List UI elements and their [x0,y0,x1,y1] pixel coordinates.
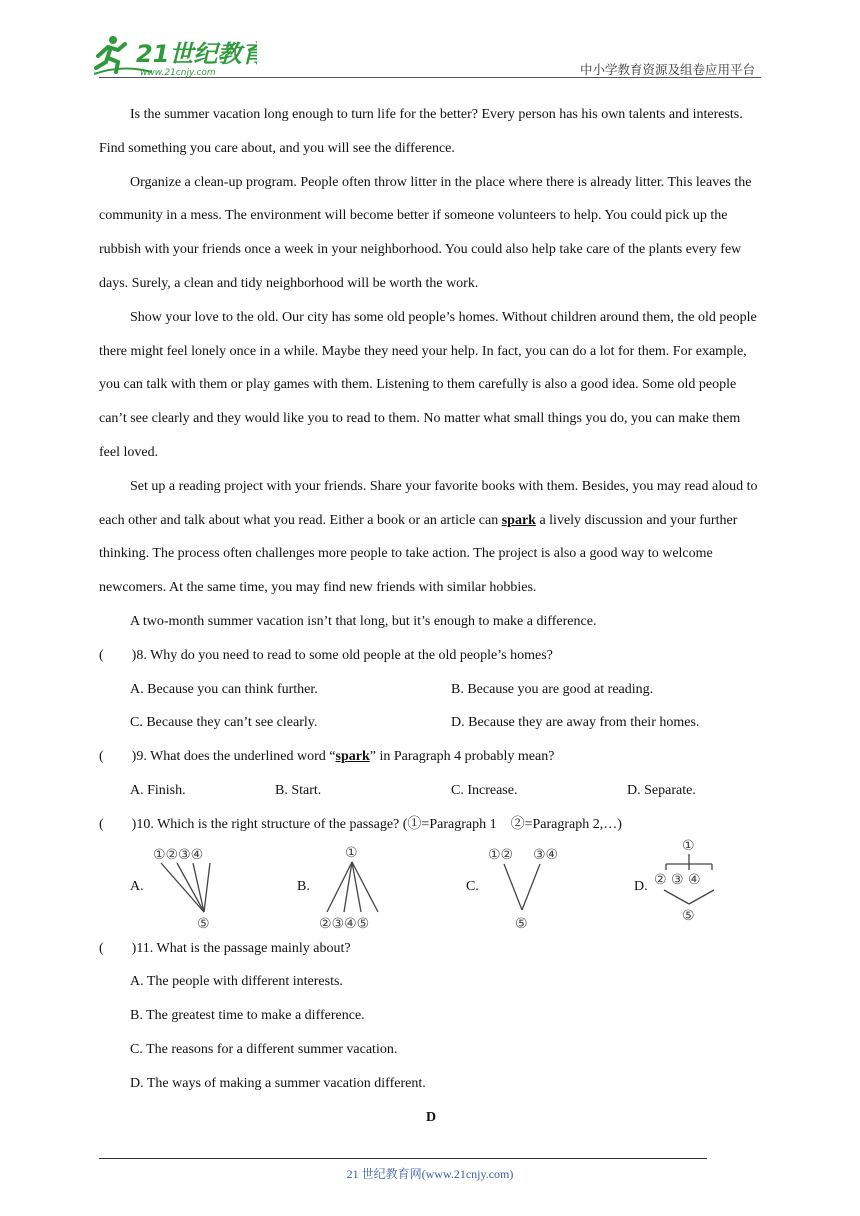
paragraph-4-text-end: a lively discussion and your further thinking. The process often challenges more people to take action. The project is also a good way to welcome newcomers. At the same time, you may find new friends with similar hobbies. [99,512,738,596]
paragraph-2: Organize a clean-up program. People often throw litter in the place where there is already litter. This leaves the community in a mess. The environment will become better if someone volunteers to help. You could pick up the rubbish with your friends once a week in your neighborhood. You could also help take care of the plants every few days. Surely, a clean and tidy neighborhood will be worth the work. [99,174,752,291]
diagram-b [297,842,417,932]
underlined-word: spark [501,512,536,528]
option-a: A. Because you can think further. [130,681,318,697]
structure-c-icon [488,842,588,932]
question-9-text: ( )9. What does the underlined word “ [99,749,336,765]
svg-text:①: ① [345,844,358,861]
question-10-stem: ( )10. Which is the right structure of the passage? (①=Paragraph 1 ②=Paragraph 2,…) [99,816,622,832]
svg-text:①②③④: ①②③④ [153,846,204,863]
option-b-label: B. [297,878,310,894]
svg-text:21世纪教育: 21世纪教育 [136,40,257,68]
option-d: D. Because they are away from their homes. [451,715,700,731]
svg-text:⑤: ⑤ [515,915,528,932]
question-8-options-2 [99,706,763,740]
question-11-stem: ( )11. What is the passage mainly about? [99,940,351,956]
question-9-stem [99,740,763,774]
svg-text:⑤: ⑤ [197,915,210,932]
svg-text:③④: ③④ [533,846,559,863]
footer-divider [99,1158,707,1159]
option-a: A. Finish. [130,782,186,798]
diagram-c [466,842,586,932]
svg-text:② ③ ④: ② ③ ④ [654,871,701,888]
paragraph-4-text: Set up a reading project with your friends. Share your favorite books with them. Besides, you may read aloud to each other and talk about what you read. Either a book or an article can [99,478,758,528]
platform-name: 中小学教育资源及组卷应用平台 [579,62,755,77]
option-d: D. Separate. [627,782,696,798]
option-d [99,1067,763,1101]
svg-text:①②: ①② [488,846,514,863]
option-d-label: D. [634,878,648,894]
option-b [99,999,763,1033]
page-header [0,0,860,80]
svg-text:www.21cnjy.com: www.21cnjy.com [140,68,216,78]
page-footer: 21 世纪教育网(www.21cnjy.com) [346,1167,514,1181]
exam-content [99,98,763,1134]
option-c [99,1033,763,1067]
question-8-stem: ( )8. Why do you need to read to some old people at the old people’s homes? [99,647,553,663]
option-c-text: C. The reasons for a different summer vacation. [130,1041,398,1057]
option-c-label: C. [466,878,479,894]
question-9-word: spark [335,749,370,765]
runner-logo-icon [92,34,257,78]
structure-b-icon [317,842,417,932]
header-divider [99,77,761,78]
question-9-text-end: ” in Paragraph 4 probably mean? [369,749,555,765]
option-a [99,965,763,999]
question-9-options [99,774,763,808]
section-label: D [425,1109,437,1125]
paragraph-4 [99,470,763,605]
option-a-label: A. [130,878,144,894]
paragraph-1: Is the summer vacation long enough to turn life for the better? Every person has his own talents and interests. Find something you care about, and you will see the difference. [99,107,743,156]
question-8-options [99,673,763,707]
option-d-text: D. The ways of making a summer vacation different. [130,1075,426,1091]
diagram-a [130,842,240,932]
paragraph-5: A two-month summer vacation isn’t that long, but it’s enough to make a difference. [130,613,597,629]
question-10-diagrams [99,837,763,932]
option-c: C. Because they can’t see clearly. [130,715,318,731]
option-b-text: B. The greatest time to make a difference. [130,1008,365,1024]
diagram-d [634,837,764,932]
paragraph-3: Show your love to the old. Our city has some old people’s homes. Without children around them, the old people there might feel lonely once in a while. Maybe they need your help. In fact, you can do a lot for them. For example, you can talk with them or play games with them. Listening to them carefully is also a good idea. Some old people can’t see clearly and they would like you to read to them. No matter what small things you do, you can make them feel loved. [99,309,757,460]
svg-text:②③④⑤: ②③④⑤ [319,915,370,932]
option-a-text: A. The people with different interests. [130,974,343,990]
site-logo [92,34,257,78]
option-b: B. Start. [275,782,322,798]
option-c: C. Increase. [451,782,518,798]
svg-text:⑤: ⑤ [682,907,695,924]
option-b: B. Because you are good at reading. [451,681,654,697]
svg-text:①: ① [682,837,695,854]
structure-d-icon [652,836,732,926]
structure-a-icon [150,842,250,932]
